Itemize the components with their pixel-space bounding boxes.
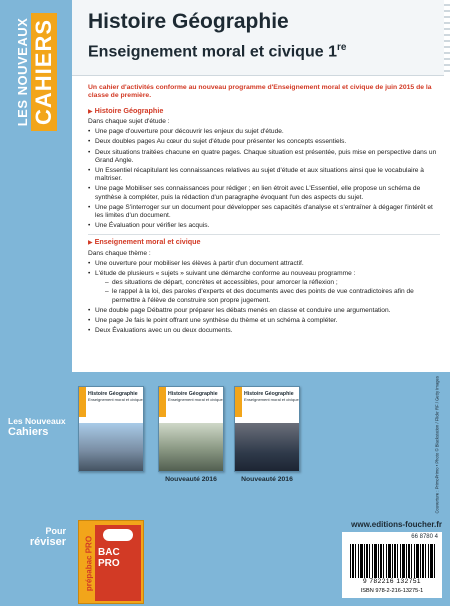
list-item: • Deux doubles pages Au cœur du sujet d'étude pour présenter les concepts essentiels.	[88, 138, 440, 146]
section-heading-histgeo	[88, 107, 440, 116]
intro-text: Un cahier d'activités conforme au nouveau programme d'Enseignement moral et civique de juin 2015 de la classe de première.	[88, 84, 432, 100]
emc-list	[88, 260, 440, 336]
product-code: 66 8780 4	[411, 534, 438, 540]
book-title: Histoire Géographie	[88, 10, 289, 33]
cover-image	[79, 423, 144, 472]
list-item: • Deux Évaluations avec un ou deux documents.	[88, 327, 440, 335]
emc-sublist	[95, 279, 440, 305]
publisher-website: www.editions-foucher.fr	[351, 520, 442, 529]
description	[88, 84, 440, 337]
photo-credits	[432, 376, 442, 518]
isbn-text: ISBN 978-2-216-13275-1	[360, 588, 424, 594]
series-band	[0, 0, 72, 148]
sublist-item: – le rappel à la loi, des paroles d'experts et des documents avec des points de vue contradictoires afin de permettre à l'élève de construire son propre jugement.	[105, 288, 440, 304]
revise-label-line2: réviser	[29, 536, 66, 548]
list-item: • Une page S'interroger sur un document pour développer ses capacités d'analyse et s'entraîner à dégager l'intérêt et les limites d'un document.	[88, 204, 440, 220]
histgeo-heading-text: Histoire Géographie	[94, 105, 164, 115]
barcode-box	[342, 532, 442, 598]
list-item: • Une ouverture pour mobiliser les élèves à partir d'un document attractif.	[88, 260, 440, 268]
series-logo	[10, 8, 62, 136]
cover-strip	[159, 387, 166, 417]
emc-lead: Dans chaque thème :	[88, 249, 151, 257]
cover-subtitle: Enseignement moral et civique	[244, 397, 299, 402]
prepabac-pill	[103, 529, 133, 541]
triangle-icon: ▶	[88, 240, 93, 247]
cover-title: Histoire Géographie	[244, 391, 294, 397]
section-divider	[88, 234, 440, 235]
subtitle-sup: re	[336, 42, 347, 53]
book-cover-3	[234, 386, 300, 472]
triangle-icon: ▶	[88, 108, 93, 115]
section-heading-emc	[88, 238, 440, 247]
new-badge-1: Nouveauté 2016	[165, 476, 217, 483]
revise-label-line1: Pour	[45, 526, 66, 536]
cover-title: Histoire Géographie	[168, 391, 218, 397]
series-logo-main: CAHIERS	[31, 13, 57, 131]
stamp-edge	[444, 0, 450, 76]
list-item: • Une Évaluation pour vérifier les acquis.	[88, 222, 440, 230]
cover-subtitle: Enseignement moral et civique	[88, 397, 143, 402]
histgeo-list	[88, 128, 440, 230]
list-item: • Une page d'ouverture pour découvrir les enjeux du sujet d'étude.	[88, 128, 440, 136]
prepabac-logo: prépabac PRO	[84, 535, 94, 592]
photo-credits-text: Couverture : PrimoPrimo • Photo © Blackstation / Flickr RF / Getty Images	[434, 376, 440, 514]
emc-heading-text: Enseignement moral et civique	[94, 237, 201, 247]
sublist-item: – des situations de départ, concrètes et accessibles, pour amorcer la réflexion ;	[105, 279, 440, 287]
list-item: • Deux situations traitées chacune en quatre pages. Chaque situation est présentée, puis mise en perspective dans un Grand Angle.	[88, 149, 440, 165]
series-label	[8, 416, 68, 438]
series-label-line2: Cahiers	[8, 426, 49, 438]
list-item	[88, 270, 440, 305]
histgeo-lead: Dans chaque sujet d'étude :	[88, 118, 170, 126]
book-subtitle	[88, 37, 450, 63]
prepabac-cover	[78, 520, 144, 604]
cover-subtitle: Enseignement moral et civique	[168, 397, 223, 402]
list-item: • Un Essentiel récapitulant les connaissances relatives au sujet d'étude et aux situations ainsi que le vocabulaire à maîtriser.	[88, 167, 440, 183]
subtitle-text: Enseignement moral et civique 1	[88, 43, 337, 61]
cover-strip	[235, 387, 242, 417]
list-item: • Une double page Débattre pour préparer les débats menés en classe et conduire une argumentation.	[88, 307, 440, 315]
back-cover-panel	[72, 0, 450, 372]
series-label-line1: Les Nouveaux	[8, 416, 66, 426]
new-badge-2: Nouveauté 2016	[241, 476, 293, 483]
list-item-text: L'étude de plusieurs « sujets » suivant une démarche conforme au nouveau programme :	[95, 270, 356, 278]
list-item: • Une page Je fais le point offrant une synthèse du thème et un schéma à compléter.	[88, 317, 440, 325]
list-item: • Une page Mobiliser ses connaissances pour rédiger ; en lien étroit avec L'Essentiel, elle propose un schéma de synthèse à compléter, puis la rédaction d'un paragraphe évoquant l'un des aspects du sujet.	[88, 185, 440, 201]
cover-image	[159, 423, 224, 472]
barcode-number: 9 782216 132751	[362, 578, 422, 585]
cover-image	[235, 423, 300, 472]
cover-strip	[79, 387, 86, 417]
series-logo-top: LES NOUVEAUX	[15, 17, 31, 127]
bacpro-label: BAC PRO	[98, 547, 120, 569]
title-area	[72, 0, 450, 76]
barcode-icon	[350, 544, 436, 578]
cover-title: Histoire Géographie	[88, 391, 138, 397]
revise-label	[8, 526, 66, 548]
book-cover-1	[78, 386, 144, 472]
book-cover-2	[158, 386, 224, 472]
